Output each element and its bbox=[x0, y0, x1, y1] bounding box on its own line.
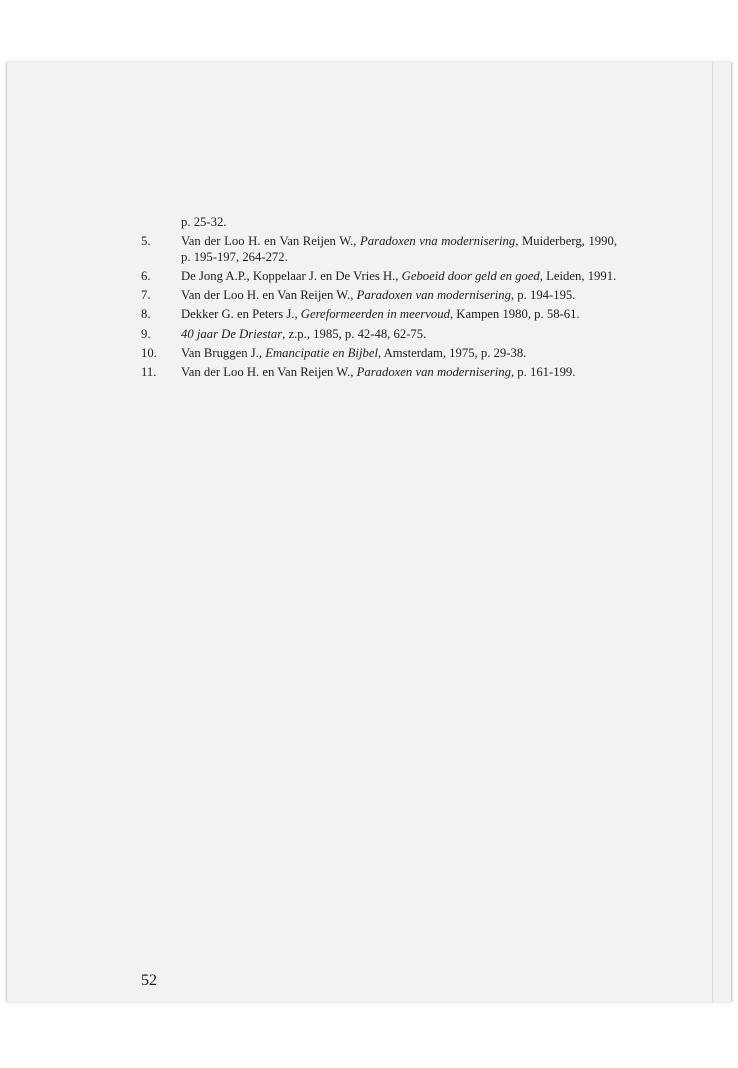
endnote-5 bbox=[141, 234, 617, 265]
note-text: Van der Loo H. en Van Reijen W., Paradoxen van modernisering, p. 161-199. bbox=[181, 365, 576, 380]
note-text: Van der Loo H. en Van Reijen W., Paradoxen van modernisering, p. 194-195. bbox=[181, 288, 576, 303]
endnote-11 bbox=[141, 365, 617, 380]
note-number: 5. bbox=[141, 234, 151, 249]
book-title: Gereformeerden in meervoud bbox=[300, 307, 450, 322]
note-number: 11. bbox=[141, 365, 157, 380]
page-number: 52 bbox=[141, 972, 157, 989]
note-text: Dekker G. en Peters J., Gereformeerden in meervoud, Kampen 1980, p. 58-61. bbox=[181, 307, 580, 322]
note-number: 8. bbox=[141, 307, 151, 322]
note-number: 9. bbox=[141, 326, 151, 341]
book-title: Geboeid door geld en goed bbox=[401, 268, 540, 283]
note-text: De Jong A.P., Koppelaar J. en De Vries H., Geboeid door geld en goed, Leiden, 1991. bbox=[181, 268, 617, 283]
note-text: 40 jaar De Driestar, z.p., 1985, p. 42-48, 62-75. bbox=[181, 326, 427, 341]
endnote-10 bbox=[141, 346, 617, 361]
book-title: Emancipatie en Bijbel bbox=[265, 346, 378, 361]
endnote-7 bbox=[141, 288, 617, 303]
endnote-continuation bbox=[141, 215, 617, 230]
endnotes-list bbox=[141, 215, 617, 385]
book-title: Paradoxen vna modernisering bbox=[360, 234, 516, 249]
endnote-8 bbox=[141, 307, 617, 322]
note-text: p. 25-32. bbox=[181, 215, 227, 229]
note-number bbox=[141, 215, 181, 230]
endnote-9 bbox=[141, 327, 617, 342]
book-title: Paradoxen van modernisering bbox=[356, 288, 511, 303]
note-text: Van Bruggen J., Emancipatie en Bijbel, Amsterdam, 1975, p. 29-38. bbox=[181, 346, 527, 361]
note-number: 10. bbox=[141, 346, 157, 361]
note-text: Van der Loo H. en Van Reijen W., Paradoxen vna modernisering, Muiderberg, 1990, p. 195-197, 264-272. bbox=[181, 234, 617, 264]
page-sheet bbox=[6, 62, 732, 1002]
note-number: 6. bbox=[141, 268, 151, 283]
book-title: Paradoxen van modernisering bbox=[356, 365, 511, 380]
book-title: 40 jaar De Driestar bbox=[181, 326, 283, 341]
endnote-6 bbox=[141, 269, 617, 284]
note-number: 7. bbox=[141, 288, 151, 303]
